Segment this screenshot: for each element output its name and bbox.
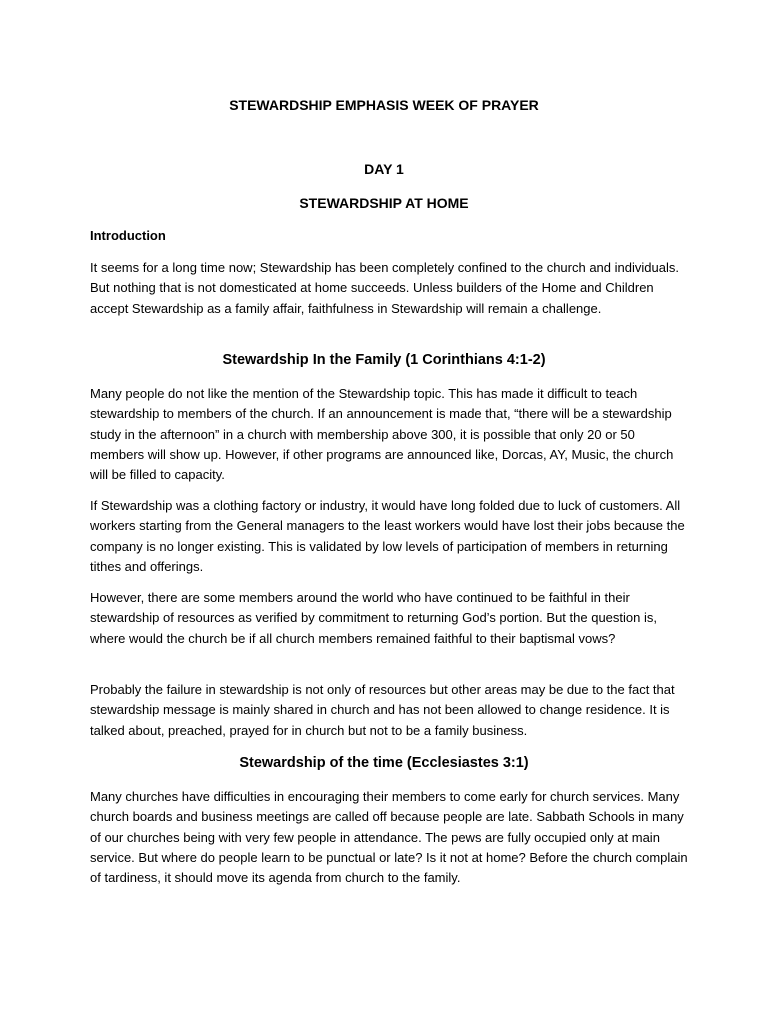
day-heading: DAY 1 [364,161,404,177]
section-heading-family: Stewardship In the Family (1 Corinthians 4:1-2) [222,352,546,368]
section-heading-time: Stewardship of the time (Ecclesiastes 3:1) [239,755,529,771]
introduction-label: Introduction [90,228,166,243]
intro-paragraph: It seems for a long time now; Stewardship has been completely confined to the church and individuals. But nothing that is not domesticated at home succeeds. Unless builders of the Home and Children accept Stewardship as a family affair, faithfulness in Stewardship will remain a challenge. [90,260,679,316]
paragraph: However, there are some members around the world who have continued to be faithful in their stewardship of resources as verified by commitment to returning God’s portion. But the question is, where would the church be if all church members remained faithful to their baptismal vows? [90,590,657,646]
document-subtitle: STEWARDSHIP AT HOME [299,195,469,211]
paragraph: Many people do not like the mention of the Stewardship topic. This has made it difficult to teach stewardship to members of the church. If an announcement is made that, “there will be a stewardship study in the afternoon” in a church with membership above 300, it is possible that only 20 or 50 members will show up. However, if other programs are announced like, Dorcas, AY, Music, the church will be filled to capacity. [90,386,674,483]
paragraph: Many churches have difficulties in encouraging their members to come early for church services. Many church boards and business meetings are called off because people are late. Sabbath Schools in many of our churches being with very few people in attendance. The pews are fully occupied only at main service. But where do people learn to be punctual or late? Is it not at home? Before the church complain of tardiness, it should move its agenda from church to the family. [90,789,688,886]
paragraph: Probably the failure in stewardship is not only of resources but other areas may be due to the fact that stewardship message is mainly shared in church and has not been allowed to change residence. It is talked about, preached, prayed for in church but not to be a family business. [90,682,675,738]
paragraph: If Stewardship was a clothing factory or industry, it would have long folded due to luck of customers. All workers starting from the General managers to the least workers would have lost their jobs because the company is no longer existing. This is validated by low levels of participation of members in returning tithes and offerings. [90,498,685,574]
document-title: STEWARDSHIP EMPHASIS WEEK OF PRAYER [229,97,539,113]
